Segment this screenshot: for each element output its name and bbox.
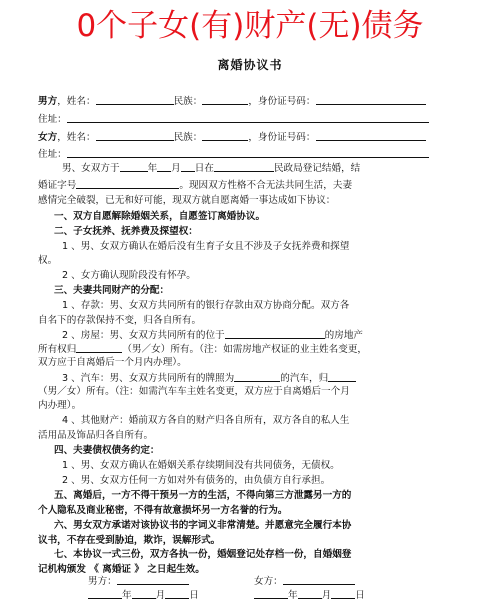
real-estate-label: 的房地产 xyxy=(324,330,364,341)
property-item-2-owner xyxy=(38,342,367,356)
intro-line-1 xyxy=(62,161,360,175)
section-2-heading: 二、子女抚养、抚养费及探望权： xyxy=(54,226,198,237)
man-sign-year-blank[interactable] xyxy=(88,588,122,599)
woman-signature-label: 女方： xyxy=(254,576,283,587)
woman-address-line xyxy=(38,147,429,161)
property-item-1: 1 、存款：男、女双方共同所有的银行存款由双方协商分配。双方各 xyxy=(62,300,350,311)
man-sign-month-label: 月 xyxy=(155,590,166,601)
property-item-4-cont: 活用品及饰品归各自所有。 xyxy=(38,430,154,441)
intro-text-married-on: 男、女双方于 xyxy=(62,163,120,174)
man-signature-line xyxy=(88,574,189,588)
man-signature-label: 男方： xyxy=(88,576,117,587)
section-2-item-2: 2 、女方确认现阶段没有怀孕。 xyxy=(62,270,196,281)
man-name-label: ，姓名： xyxy=(57,96,96,107)
banner-title: 0个子女(有)财产(无)债务 xyxy=(76,8,424,44)
woman-signature-date xyxy=(254,588,365,602)
woman-sign-month-label: 月 xyxy=(321,590,332,601)
document-title: 离婚协议书 xyxy=(217,58,283,72)
property-item-3-cont: （男／女）所有。（注：如需汽车车主姓名变更，双方应于自离婚后一个月 xyxy=(38,386,350,397)
car-plate-label: 3 、汽车：男、女双方共同所有的牌照为 xyxy=(62,373,235,384)
man-sign-day-label: 日 xyxy=(189,590,199,601)
property-item-1-cont: 自名下的存款保持不变，归各自所有。 xyxy=(38,315,202,326)
woman-sign-month-blank[interactable] xyxy=(298,588,322,599)
day-label: 日在 xyxy=(194,163,214,174)
section-6-line-1: 六、男女双方承诺对该协议书的字词义非常清楚。并愿意完全履行本协 xyxy=(54,520,352,531)
man-signature-date xyxy=(88,588,199,602)
car-owner-label: 的汽车，归 xyxy=(280,373,329,384)
year-label: 年 xyxy=(147,163,158,174)
house-location-blank[interactable] xyxy=(225,328,325,339)
man-name-blank[interactable] xyxy=(96,94,174,105)
debt-item-2: 2 、男、女双方任何一方如对外有债务的，由负债方自行承担。 xyxy=(62,475,331,486)
intro-text-bureau: 民政局登记结婚，结 xyxy=(273,163,361,174)
woman-id-label: ，身份证号码： xyxy=(248,132,316,143)
section-1-heading: 一、双方自愿解除婚姻关系，自愿签订离婚协议。 xyxy=(54,211,266,222)
section-7-line-1: 七、本协议一式三份，双方各执一份，婚姻登记处存档一份，自婚姻登 xyxy=(54,549,352,560)
woman-sign-year-blank[interactable] xyxy=(254,588,288,599)
intro-text-reason: 。现因双方性格不合无法共同生活，夫妻 xyxy=(179,180,353,191)
man-label: 男方 xyxy=(38,96,58,107)
man-sign-month-blank[interactable] xyxy=(132,588,156,599)
man-id-blank[interactable] xyxy=(316,94,426,105)
man-ethnic-label: 民族： xyxy=(173,96,203,107)
woman-info-line xyxy=(38,130,426,144)
man-address-label: 住址： xyxy=(38,114,67,125)
intro-line-3: 感情完全破裂，已无和好可能，现双方就自愿离婚一事达成如下协议： xyxy=(38,195,336,206)
month-label: 月 xyxy=(171,163,181,174)
woman-signature-line xyxy=(254,574,355,588)
house-location-label: 2 、房屋：男、女双方共同所有的位于 xyxy=(62,330,225,341)
section-2-item-1-cont: 权。 xyxy=(38,255,58,266)
woman-id-blank[interactable] xyxy=(316,130,426,141)
marriage-month-blank[interactable] xyxy=(157,161,171,172)
certificate-number-blank[interactable] xyxy=(76,178,179,189)
woman-ethnic-label: 民族： xyxy=(173,132,203,143)
section-4-heading: 四、夫妻债权债务约定： xyxy=(54,445,160,456)
woman-name-label: ，姓名： xyxy=(57,132,96,143)
man-ethnic-blank[interactable] xyxy=(202,94,248,105)
civil-affairs-bureau-blank[interactable] xyxy=(214,161,274,172)
property-item-4: 4 、其他财产：婚前双方各自的财产归各自所有，双方各自的私人生 xyxy=(62,415,350,426)
man-id-label: ，身份证号码： xyxy=(248,96,316,107)
man-address-blank[interactable] xyxy=(67,112,429,123)
man-address-line xyxy=(38,112,429,126)
certificate-number-label: 婚证字号 xyxy=(38,180,77,191)
car-owner-blank[interactable] xyxy=(328,371,356,382)
debt-item-1: 1 、男、女双方确认在婚姻关系存续期间没有共同债务，无债权。 xyxy=(62,460,340,471)
marriage-day-blank[interactable] xyxy=(181,161,195,172)
house-owner-blank[interactable] xyxy=(76,342,122,353)
property-item-2 xyxy=(62,328,363,342)
woman-ethnic-blank[interactable] xyxy=(202,130,248,141)
section-7-line-2: 记机构颁发 《 离婚证 》 之日起生效。 xyxy=(38,564,205,575)
man-info-line xyxy=(38,94,426,108)
woman-address-label: 住址： xyxy=(38,149,67,160)
house-owner-label: 所有权归 xyxy=(38,344,77,355)
man-signature-blank[interactable] xyxy=(117,574,189,585)
woman-sign-day-blank[interactable] xyxy=(331,588,355,599)
section-3-heading: 三、夫妻共同财产的分配： xyxy=(54,285,170,296)
section-2-item-1: 1 、男、女双方确认在婚后没有生育子女且不涉及子女抚养费和探望 xyxy=(62,241,350,252)
car-plate-blank[interactable] xyxy=(234,371,280,382)
section-5-line-1: 五、离婚后，一方不得干预另一方的生活，不得向第三方泄露另一方的 xyxy=(54,490,352,501)
house-owner-note: （男／女）所有。（注：如需房地产权证的业主姓名变更， xyxy=(122,344,368,355)
woman-sign-year-label: 年 xyxy=(288,590,298,601)
man-sign-day-blank[interactable] xyxy=(165,588,189,599)
intro-line-2 xyxy=(38,178,352,192)
property-item-3-cont-2: 内办理）。 xyxy=(38,400,82,411)
property-item-2-cont: 双方应于自离婚后一个月内办理）。 xyxy=(38,357,187,368)
woman-address-blank[interactable] xyxy=(67,147,429,158)
woman-name-blank[interactable] xyxy=(96,130,174,141)
section-5-line-2: 个人隐私及商业秘密，不得有故意损坏另一方名誉的行为。 xyxy=(38,505,288,516)
man-sign-year-label: 年 xyxy=(122,590,132,601)
woman-label: 女方 xyxy=(38,132,58,143)
property-item-3 xyxy=(62,371,356,385)
woman-sign-day-label: 日 xyxy=(355,590,365,601)
section-6-line-2: 议书，不存在受到胁迫，欺诈，误解形式。 xyxy=(38,535,221,546)
woman-signature-blank[interactable] xyxy=(283,574,355,585)
marriage-year-blank[interactable] xyxy=(120,161,148,172)
